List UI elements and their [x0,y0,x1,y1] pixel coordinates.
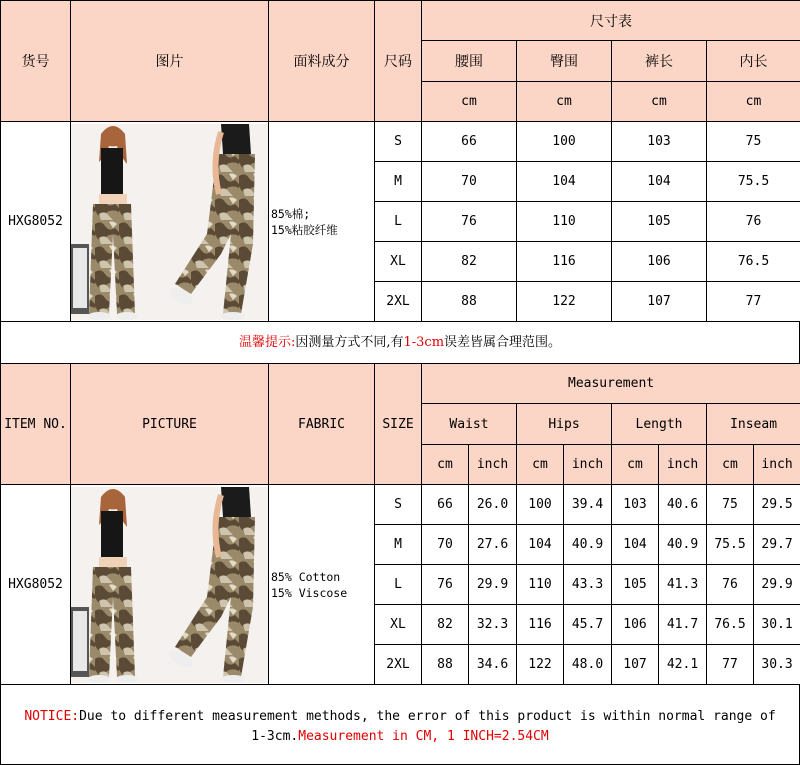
en-cell: 30.1 [754,605,800,645]
en-cell: 40.9 [564,525,612,565]
product-photo [71,124,269,320]
en-notice [0,684,800,765]
en-unit-inch: inch [659,445,707,485]
en-fabric-line: 15% Viscose [271,585,348,600]
en-cell: 76.5 [707,605,754,645]
en-size-2xl: 2XL [375,645,422,685]
en-cell: 100 [517,485,564,525]
cn-fabric-line: 15%粘胶纤维 [271,222,338,237]
en-measurement-title: Measurement [422,364,800,404]
cn-notice-text: 因测量方式不同,有 [295,335,404,350]
cn-picture-header: 图片 [71,1,269,122]
cn-col-waist: 腰围 [422,41,517,82]
en-unit-cm: cm [422,445,469,485]
en-cell: 104 [612,525,659,565]
cn-cell: 110 [517,202,612,242]
cn-col-length: 裤长 [612,41,707,82]
cn-cell: 122 [517,282,612,322]
cn-col-hips: 臀围 [517,41,612,82]
cn-cell: 106 [612,242,707,282]
en-unit-cm: cm [707,445,754,485]
en-cell: 116 [517,605,564,645]
en-unit-inch: inch [754,445,800,485]
en-cell: 66 [422,485,469,525]
en-cell: 106 [612,605,659,645]
cn-size-xl: XL [375,242,422,282]
en-unit-cm: cm [517,445,564,485]
cn-notice-label: 温馨提示: [238,335,296,350]
en-size-header: SIZE [375,364,422,485]
cn-cell: 103 [612,122,707,162]
en-cell: 42.1 [659,645,707,685]
cn-cell: 82 [422,242,517,282]
en-fabric-cell [269,485,375,685]
en-size-xl: XL [375,605,422,645]
cn-cell: 70 [422,162,517,202]
en-fabric-header: FABRIC [269,364,375,485]
en-fabric-line: 85% Cotton [271,569,341,584]
en-cell: 82 [422,605,469,645]
en-cell: 29.9 [469,565,517,605]
cn-unit: cm [422,82,517,122]
en-col-hips: Hips [517,404,612,445]
en-notice-label: NOTICE: [24,709,80,724]
en-cell: 32.3 [469,605,517,645]
en-col-length: Length [612,404,707,445]
en-cell: 75 [707,485,754,525]
product-photo [71,487,269,683]
en-picture-header: PICTURE [71,364,269,485]
cn-fabric-cell [269,122,375,322]
cn-cell: 104 [517,162,612,202]
en-cell: 27.6 [469,525,517,565]
en-cell: 29.9 [754,565,800,605]
en-size-s: S [375,485,422,525]
en-cell: 70 [422,525,469,565]
cn-size-s: S [375,122,422,162]
cn-size-m: M [375,162,422,202]
en-cell: 45.7 [564,605,612,645]
en-item-number: HXG8052 [1,485,71,685]
camo-pants-model-image [71,487,269,683]
en-cell: 76 [707,565,754,605]
en-col-waist: Waist [422,404,517,445]
en-cell: 103 [612,485,659,525]
cn-size-l: L [375,202,422,242]
en-cell: 107 [612,645,659,685]
en-cell: 43.3 [564,565,612,605]
cn-notice-text: 误差皆属合理范围。 [444,335,562,350]
en-unit-cm: cm [612,445,659,485]
en-notice-text: Due to different measurement methods, the error of this product is within normal range of 1-3cm. [79,709,776,744]
cn-notice-highlight: 1-3cm [403,335,445,350]
en-cell: 48.0 [564,645,612,685]
cn-cell: 66 [422,122,517,162]
en-col-inseam: Inseam [707,404,800,445]
en-cell: 104 [517,525,564,565]
cn-item-header: 货号 [1,1,71,122]
cn-unit: cm [707,82,800,122]
en-size-table [0,363,800,685]
cn-cell: 88 [422,282,517,322]
cn-unit: cm [612,82,707,122]
cn-cell: 75 [707,122,800,162]
en-cell: 75.5 [707,525,754,565]
cn-cell: 116 [517,242,612,282]
cn-product-photo-cell [71,122,269,322]
en-unit-inch: inch [564,445,612,485]
en-cell: 88 [422,645,469,685]
en-cell: 29.7 [754,525,800,565]
cn-cell: 76 [422,202,517,242]
en-size-m: M [375,525,422,565]
camo-pants-model-image [71,124,269,320]
en-cell: 76 [422,565,469,605]
cn-cell: 77 [707,282,800,322]
en-cell: 29.5 [754,485,800,525]
en-item-header: ITEM NO. [1,364,71,485]
cn-notice [0,321,800,364]
en-cell: 41.7 [659,605,707,645]
cn-item-number: HXG8052 [1,122,71,322]
en-cell: 34.6 [469,645,517,685]
en-notice-highlight: Measurement in CM, 1 INCH=2.54CM [298,729,549,744]
en-cell: 40.6 [659,485,707,525]
cn-cell: 76 [707,202,800,242]
cn-cell: 75.5 [707,162,800,202]
cn-unit: cm [517,82,612,122]
cn-size-table [0,0,800,322]
cn-col-inseam: 内长 [707,41,800,82]
cn-cell: 105 [612,202,707,242]
en-cell: 39.4 [564,485,612,525]
en-cell: 110 [517,565,564,605]
en-cell: 41.3 [659,565,707,605]
cn-cell: 76.5 [707,242,800,282]
cn-size-header: 尺码 [375,1,422,122]
en-cell: 122 [517,645,564,685]
en-size-l: L [375,565,422,605]
cn-fabric-line: 85%棉; [271,206,311,221]
en-cell: 105 [612,565,659,605]
cn-size-2xl: 2XL [375,282,422,322]
en-cell: 30.3 [754,645,800,685]
cn-fabric-header: 面料成分 [269,1,375,122]
en-product-photo-cell [71,485,269,685]
en-unit-inch: inch [469,445,517,485]
cn-cell: 104 [612,162,707,202]
en-cell: 40.9 [659,525,707,565]
cn-cell: 100 [517,122,612,162]
en-cell: 77 [707,645,754,685]
en-cell: 26.0 [469,485,517,525]
cn-size-chart-title: 尺寸表 [422,1,800,41]
cn-cell: 107 [612,282,707,322]
